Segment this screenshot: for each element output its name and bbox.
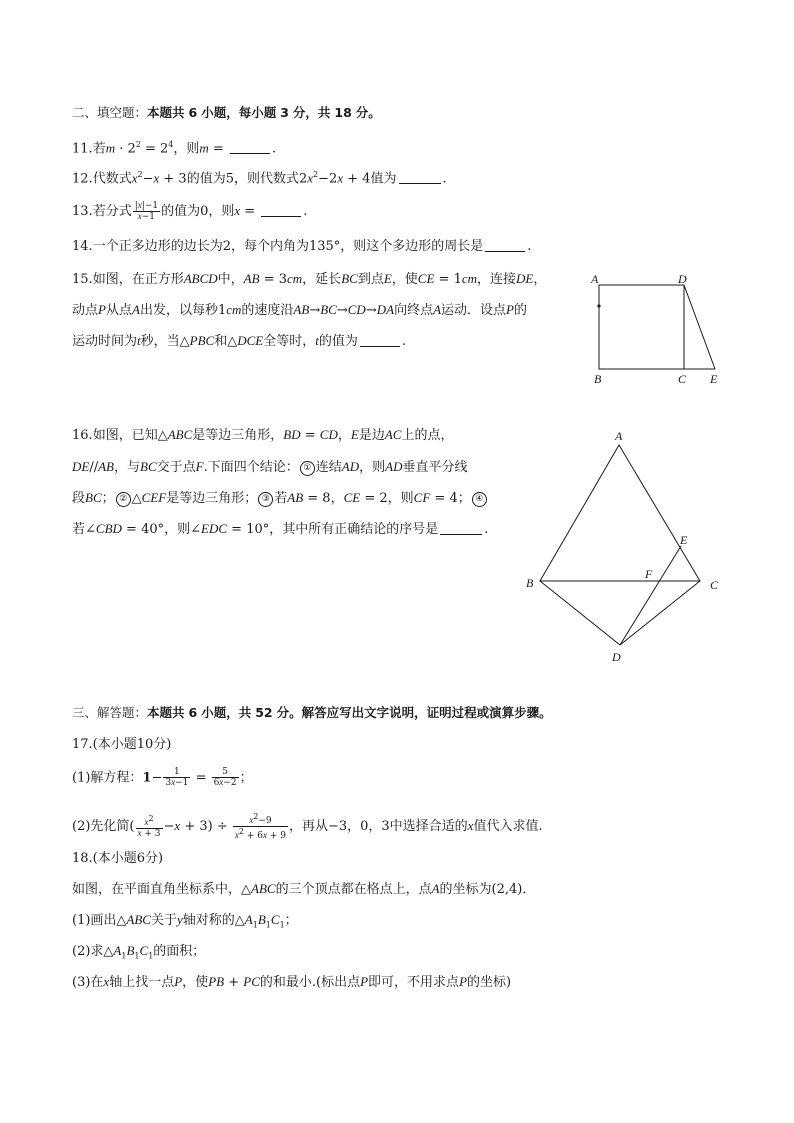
section-2-header: 二、填空题：本题共 6 小题，每小题 3 分，共 18 分。: [72, 105, 381, 120]
question-14: 14.一个正多边形的边长为2，每个内角为135°，则这个多边形的周长是 .: [72, 239, 532, 254]
segment-de: [684, 285, 715, 369]
question-18-part-2: (2)求$\triangle A_1B_1C_1$的面积；: [72, 943, 206, 961]
label-e: E: [680, 533, 688, 547]
answer-blank[interactable]: [261, 204, 301, 217]
question-16-line-2: DE//AB，与BC交于点F.下面四个结论： ① 连结AD，则AD垂直平分线: [72, 459, 468, 475]
label-b: B: [526, 576, 534, 590]
label-a: A: [591, 272, 599, 286]
question-16-line-1: 16.如图，已知△ABC是等边三角形，BD = CD，E是边AC上的点，: [72, 427, 454, 443]
question-18-part-3: (3)在x轴上找一点P，使PB + PC的和最小.(标出点P即可，不用求点P的坐标): [72, 974, 512, 990]
question-16-line-4: 若∠CBD = 40°，则∠EDC = 10°，其中所有正确结论的序号是 .: [72, 521, 489, 537]
section-label: 二、填空题：: [72, 105, 148, 120]
segment-cd: [620, 581, 700, 645]
question-17-part-1: (1)解方程：1− $\frac{1}{3x-1}$ = $\frac{5}{6x-2}$ ；: [72, 767, 253, 788]
answer-blank[interactable]: [360, 334, 400, 347]
question-12: 12.代数式$x^2-x + 3$的值为5，则代数式$2x^2-2x + 4$值为 .: [72, 170, 447, 187]
segment-bd: [540, 581, 620, 645]
label-e: E: [710, 372, 718, 386]
section-label: 三、解答题：: [72, 705, 148, 720]
question-18-header: 18.(本小题6分): [72, 851, 164, 866]
segment-de: [620, 546, 681, 645]
square-figure: [585, 268, 725, 390]
question-11: 11.若$m \cdot 2^2 = 2^4$，则m = .: [72, 140, 277, 157]
label-c: C: [678, 372, 687, 386]
square-abcd: [599, 285, 684, 369]
question-16-line-3: 段BC； ② △CEF是等边三角形； ③ 若AB = 8，CE = 2，则CF = 4； ④: [72, 489, 488, 508]
question-17-part-2: (2)先化简( $\frac{x^2}{x + 3}$ −x + 3) ÷ $\frac{x^2-9}{x^2 + 6x + 9}$ ，再从−3，0，3中选择合适的x值代入求值.: [72, 812, 543, 841]
answer-blank[interactable]: [399, 171, 441, 184]
label-c: C: [710, 578, 719, 592]
answer-blank[interactable]: [485, 239, 525, 252]
label-b: B: [594, 372, 602, 386]
question-13: 13.若分式 $\frac{|x|-1}{x-1}$ 的值为0，则x = .: [72, 200, 308, 222]
label-f: F: [645, 567, 653, 581]
label-d: D: [612, 650, 621, 664]
question-15-line-1: 15.如图，在正方形ABCD中，AB = 3cm，延长BC到点E，使CE = 1cm，连接DE，: [72, 271, 547, 287]
question-15-line-3: 运动时间为t秒，当△PBC和△DCE全等时，t的值为 .: [72, 333, 407, 349]
question-15-line-2: 动点P从点A出发，以每秒1cm的速度沿AB→BC→CD→DA向终点A运动．设点P的: [72, 302, 528, 318]
label-d: D: [678, 272, 687, 286]
answer-blank[interactable]: [440, 522, 482, 535]
section-3-header: 三、解答题：本题共 6 小题，共 52 分。解答应写出文字说明，证明过程或演算步骤。: [72, 705, 552, 720]
label-a: A: [615, 429, 623, 443]
triangle-figure: [520, 425, 730, 670]
question-18-intro: 如图，在平面直角坐标系中，△ABC的三个顶点都在格点上，点A的坐标为(2,4)．: [72, 881, 536, 897]
fraction: $\frac{|x|-1}{x-1}$: [134, 200, 159, 222]
answer-blank[interactable]: [230, 141, 270, 154]
question-17-header: 17.(本小题10分): [72, 737, 172, 752]
triangle-abc: [540, 445, 700, 581]
question-18-part-1: (1)画出△ABC关于y轴对称的$\triangle A_1B_1C_1$；: [72, 912, 298, 930]
point-p: [597, 304, 600, 307]
